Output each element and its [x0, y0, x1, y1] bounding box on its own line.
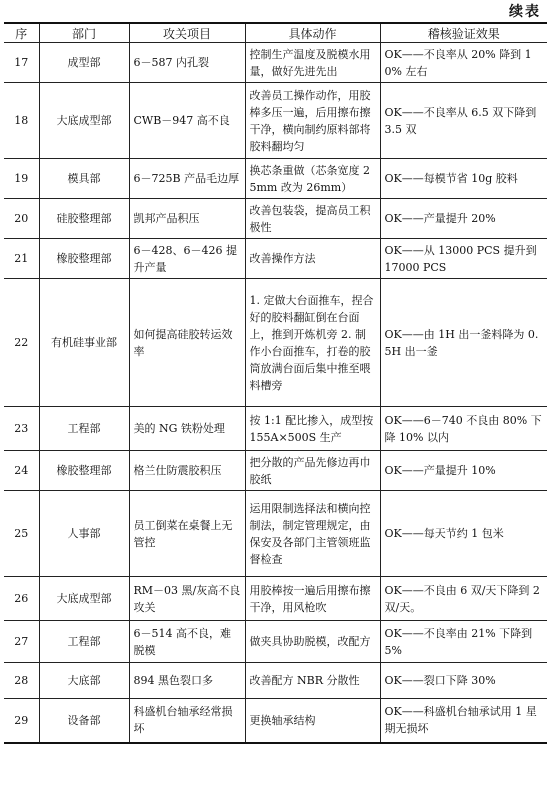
row-no: 25: [4, 491, 39, 577]
table-header-row: [4, 23, 547, 43]
row-action: 换芯条重做（芯条宽度 25mm 改为 26mm）: [245, 159, 380, 199]
table-row: [4, 279, 547, 407]
row-action: 按 1:1 配比掺入，成型按 155A×500S 生产: [245, 407, 380, 451]
row-dept: 硅胶整理部: [39, 199, 129, 239]
row-no: 29: [4, 699, 39, 743]
row-effect: OK——不良率由 21% 下降到 5%: [380, 621, 547, 663]
table-row: [4, 407, 547, 451]
row-project: 6－587 内孔裂: [129, 43, 245, 83]
row-project: 6－514 高不良，难脱模: [129, 621, 245, 663]
header-effect: 稽核验证效果: [380, 23, 547, 43]
row-effect: OK——由 1H 出一釜料降为 0.5H 出一釜: [380, 279, 547, 407]
row-project: RM－03 黑/灰高不良攻关: [129, 577, 245, 621]
row-no: 21: [4, 239, 39, 279]
row-dept: 大底成型部: [39, 83, 129, 159]
row-action: 做夹具协助脱模，改配方: [245, 621, 380, 663]
row-no: 19: [4, 159, 39, 199]
row-dept: 工程部: [39, 621, 129, 663]
row-project: 6－725B 产品毛边厚: [129, 159, 245, 199]
header-no: 序: [4, 23, 39, 43]
row-effect: OK——每模节省 10g 胶料: [380, 159, 547, 199]
row-action: 用胶棒按一遍后用擦布擦干净，用风枪吹: [245, 577, 380, 621]
row-project: 如何提高硅胶转运效率: [129, 279, 245, 407]
row-action: 控制生产温度及脱模水用量，做好先进先出: [245, 43, 380, 83]
row-action: 1. 定做大台面推车，捏合好的胶料翻缸倒在台面上，推到开炼机旁 2. 制作小台面推车，打卷的胶筒放满台面后集中推至喂料槽旁: [245, 279, 380, 407]
row-dept: 橡胶整理部: [39, 451, 129, 491]
row-dept: 模具部: [39, 159, 129, 199]
continued-label: 续表: [509, 4, 541, 20]
row-no: 26: [4, 577, 39, 621]
row-project: 科盛机台轴承经常损坏: [129, 699, 245, 743]
row-no: 28: [4, 663, 39, 699]
table-row: [4, 239, 547, 279]
table-row: [4, 159, 547, 199]
header-dept: 部门: [39, 23, 129, 43]
row-action: 改善包装袋，提高员工积极性: [245, 199, 380, 239]
row-effect: OK——不良率从 6.5 双下降到 3.5 双: [380, 83, 547, 159]
table-row: [4, 699, 547, 743]
row-no: 20: [4, 199, 39, 239]
row-action: 运用限制选择法和横向控制法，制定管理规定，由保安及各部门主管领班监督检查: [245, 491, 380, 577]
row-action: 改善员工操作动作，用胶棒多压一遍，后用擦布擦干净，横向制约原料部将胶料翻均匀: [245, 83, 380, 159]
row-effect: OK——产量提升 20%: [380, 199, 547, 239]
table-row: [4, 577, 547, 621]
row-project: 6－428、6－426 提升产量: [129, 239, 245, 279]
table-row: [4, 663, 547, 699]
improvement-table: [4, 22, 547, 744]
row-dept: 有机硅事业部: [39, 279, 129, 407]
table-row: [4, 451, 547, 491]
row-effect: OK——每天节约 1 包米: [380, 491, 547, 577]
row-dept: 人事部: [39, 491, 129, 577]
table-row: [4, 621, 547, 663]
table-row: [4, 43, 547, 83]
header-action: 具体动作: [245, 23, 380, 43]
row-dept: 成型部: [39, 43, 129, 83]
row-project: 格兰仕防震胶积压: [129, 451, 245, 491]
row-project: 894 黑色裂口多: [129, 663, 245, 699]
table-row: [4, 491, 547, 577]
row-effect: OK——从 13000 PCS 提升到 17000 PCS: [380, 239, 547, 279]
row-effect: OK——不良率从 20% 降到 10% 左右: [380, 43, 547, 83]
row-no: 24: [4, 451, 39, 491]
row-project: 凯邦产品积压: [129, 199, 245, 239]
table-row: [4, 199, 547, 239]
row-effect: OK——裂口下降 30%: [380, 663, 547, 699]
row-effect: OK——产量提升 10%: [380, 451, 547, 491]
table-row: [4, 83, 547, 159]
row-no: 23: [4, 407, 39, 451]
row-no: 17: [4, 43, 39, 83]
row-project: CWB－947 高不良: [129, 83, 245, 159]
row-project: 美的 NG 铁粉处理: [129, 407, 245, 451]
row-action: 更换轴承结构: [245, 699, 380, 743]
row-effect: OK——不良由 6 双/天下降到 2 双/天。: [380, 577, 547, 621]
row-no: 22: [4, 279, 39, 407]
row-dept: 大底成型部: [39, 577, 129, 621]
row-action: 改善操作方法: [245, 239, 380, 279]
row-dept: 橡胶整理部: [39, 239, 129, 279]
row-effect: OK——6－740 不良由 80% 下降 10% 以内: [380, 407, 547, 451]
row-action: 改善配方 NBR 分散性: [245, 663, 380, 699]
row-action: 把分散的产品先修边再巾胶纸: [245, 451, 380, 491]
row-no: 18: [4, 83, 39, 159]
row-dept: 大底部: [39, 663, 129, 699]
row-effect: OK——科盛机台轴承试用 1 星期无损坏: [380, 699, 547, 743]
row-dept: 设备部: [39, 699, 129, 743]
row-no: 27: [4, 621, 39, 663]
header-project: 攻关项目: [129, 23, 245, 43]
row-project: 员工倒菜在桌餐上无管控: [129, 491, 245, 577]
row-dept: 工程部: [39, 407, 129, 451]
